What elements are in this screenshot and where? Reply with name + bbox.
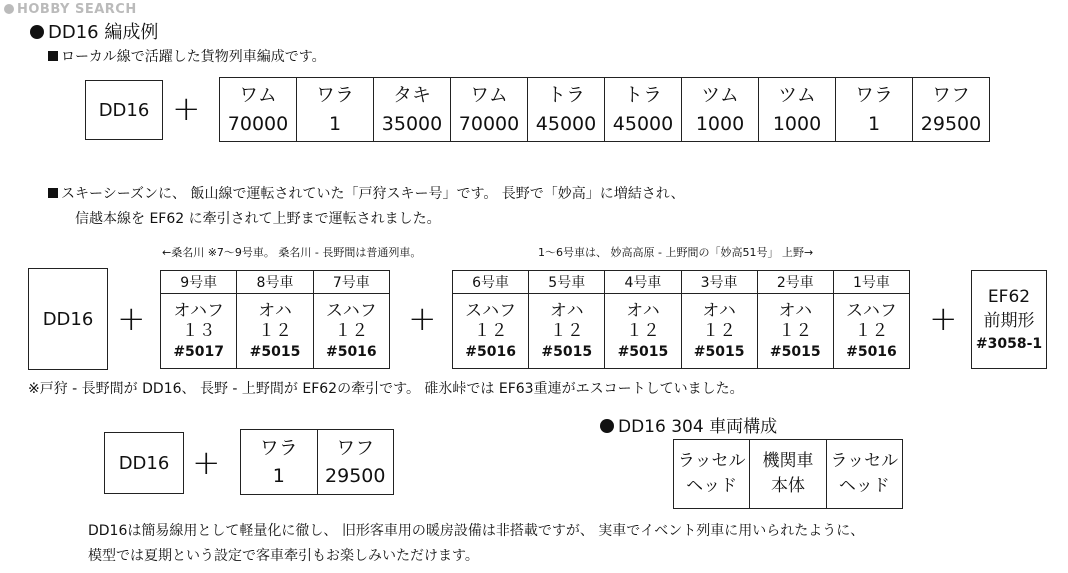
bullet-icon <box>600 419 614 433</box>
car-type: オハフ <box>173 301 224 322</box>
car-type: オハ <box>702 301 736 322</box>
passenger-car <box>681 271 757 368</box>
ef62-loco-box: EF62 前期形 #3058-1 <box>971 270 1047 369</box>
car-body <box>453 294 528 368</box>
freight-car <box>241 430 317 494</box>
passenger-car <box>604 271 680 368</box>
product-number: #5016 <box>325 343 377 360</box>
car-type: ワム <box>239 84 277 106</box>
passenger-car <box>313 271 389 368</box>
product-number: #5015 <box>249 343 301 360</box>
car-type: トラ <box>623 84 662 106</box>
car-body <box>161 294 236 368</box>
car-type: オハ <box>778 301 813 322</box>
composition-table <box>673 439 903 509</box>
section2-group-7-9 <box>160 270 390 369</box>
car-series: １２ <box>854 320 889 341</box>
part-line2: 本体 <box>770 476 805 496</box>
car-position: 3号車 <box>682 271 757 294</box>
section2-caption-line2: 信越本線を EF62 に牽引されて上野まで運転されました。 <box>75 211 441 227</box>
car-number: 1 <box>867 112 881 135</box>
freight-car <box>912 78 989 141</box>
freight-car <box>835 78 912 141</box>
freight-car <box>681 78 758 141</box>
product-number: #5015 <box>617 343 669 360</box>
section2-note: ※戸狩 - 長野間が DD16、 長野 - 上野間が EF62の牽引です。 碓氷峠では EF63重連がエスコートしていました。 <box>28 381 744 397</box>
freight-car <box>220 78 296 141</box>
car-type: スハフ <box>325 301 377 322</box>
section1-loco-box: DD16 <box>85 80 163 140</box>
car-number: 29500 <box>325 465 386 487</box>
section2-caption-line1: スキーシーズンに、 飯山線で運転されていた「戸狩スキー号」です。 長野で「妙高」に増結され、 <box>48 183 685 203</box>
car-series: １３ <box>181 320 216 341</box>
car-type: ワラ <box>315 84 354 106</box>
car-type: タキ <box>392 84 431 106</box>
footer-line2: 模型では夏期という設定で客車牽引もお楽しみいただけます。 <box>88 548 479 564</box>
section2-loco-box: DD16 <box>28 268 108 370</box>
passenger-car <box>528 271 604 368</box>
composition-part <box>826 440 902 508</box>
car-number: 35000 <box>381 112 443 135</box>
part-line1: ラッセル <box>677 450 746 471</box>
watermark <box>4 2 137 17</box>
freight-car <box>604 78 681 141</box>
car-position: 6号車 <box>453 271 528 294</box>
car-type: ツム <box>778 84 816 106</box>
passenger-car <box>833 271 909 368</box>
freight-car <box>317 430 394 494</box>
car-series: １２ <box>334 320 369 341</box>
car-type: オハ <box>258 301 292 322</box>
watermark-text: HOBBY SEARCH <box>17 2 137 17</box>
plus-sign: + <box>172 89 201 129</box>
route-note-left: ←桑名川 ※7～9号車。 桑名川 - 長野間は普通列車。 <box>162 246 422 259</box>
car-series: １２ <box>473 320 508 341</box>
product-number: #5017 <box>173 343 225 360</box>
plus-sign: + <box>192 443 221 483</box>
watermark-logo-icon <box>4 4 14 14</box>
car-number: 45000 <box>612 112 674 135</box>
car-body <box>237 294 312 368</box>
freight-car <box>527 78 604 141</box>
section3-freight-cars <box>240 429 394 495</box>
passenger-car <box>453 271 528 368</box>
product-number: #5016 <box>465 343 516 360</box>
car-position: 5号車 <box>529 271 604 294</box>
part-line1: ラッセル <box>830 450 899 471</box>
car-type: スハフ <box>845 301 897 322</box>
part-line2: ヘッド <box>838 476 890 496</box>
car-type: スハフ <box>465 301 517 322</box>
product-number: #5016 <box>846 343 897 360</box>
car-body <box>605 294 680 368</box>
car-position: 9号車 <box>161 271 236 294</box>
section1-caption: ローカル線で活躍した貨物列車編成です。 <box>48 46 326 66</box>
part-line1: 機関車 <box>762 450 814 471</box>
product-number: #5015 <box>693 343 745 360</box>
car-type: ワフ <box>336 436 375 459</box>
passenger-car <box>161 271 236 368</box>
passenger-car <box>236 271 312 368</box>
freight-car <box>450 78 527 141</box>
freight-car <box>373 78 450 141</box>
car-body <box>529 294 604 368</box>
car-type: ワフ <box>931 84 970 106</box>
car-body <box>834 294 909 368</box>
freight-car <box>296 78 373 141</box>
car-number: 1000 <box>695 112 745 135</box>
page-title <box>30 18 158 44</box>
passenger-car <box>757 271 833 368</box>
car-number: 45000 <box>535 112 597 135</box>
car-type: ワム <box>470 84 508 106</box>
car-type: オハ <box>549 301 584 322</box>
car-body <box>682 294 757 368</box>
car-series: １２ <box>778 320 813 341</box>
car-number: 29500 <box>920 112 982 135</box>
car-type: オハ <box>626 301 660 322</box>
bullet-icon <box>30 25 44 39</box>
car-series: １２ <box>702 320 737 341</box>
page-title-text: DD16 編成例 <box>48 22 159 43</box>
car-type: トラ <box>546 84 585 106</box>
freight-car <box>758 78 835 141</box>
car-number: 1 <box>272 465 285 487</box>
square-bullet-icon <box>48 188 58 198</box>
car-series: １２ <box>257 320 292 341</box>
car-position: 8号車 <box>237 271 312 294</box>
plus-sign: + <box>408 299 437 339</box>
car-number: 70000 <box>458 112 520 135</box>
car-number: 1000 <box>772 112 822 135</box>
car-series: １２ <box>625 320 660 341</box>
car-body <box>314 294 389 368</box>
composition-part <box>674 440 749 508</box>
section1-freight-cars <box>219 77 990 142</box>
footer-line1: DD16は簡易線用として軽量化に徹し、 旧形客車用の暖房設備は非搭載ですが、 実車でイベント列車に用いられたように、 <box>88 523 865 539</box>
car-body <box>758 294 833 368</box>
product-number: #5015 <box>769 343 821 360</box>
car-position: 2号車 <box>758 271 833 294</box>
car-position: 1号車 <box>834 271 909 294</box>
car-series: １２ <box>549 320 584 341</box>
product-number: #5015 <box>541 343 593 360</box>
plus-sign: + <box>929 299 958 339</box>
car-type: ワラ <box>259 436 298 459</box>
car-number: 70000 <box>227 112 289 135</box>
car-type: ツム <box>701 84 739 106</box>
section2-group-1-6 <box>452 270 910 369</box>
car-position: 4号車 <box>605 271 680 294</box>
car-position: 7号車 <box>314 271 389 294</box>
car-number: 1 <box>328 112 342 135</box>
square-bullet-icon <box>48 51 58 61</box>
section3-loco-box: DD16 <box>104 432 184 494</box>
part-line2: ヘッド <box>686 476 738 496</box>
route-note-right: 1～6号車は、 妙高高原 - 上野間の「妙高51号」 上野→ <box>538 246 814 259</box>
plus-sign: + <box>117 299 146 339</box>
composition-part <box>749 440 825 508</box>
composition-title: DD16 304 車両構成 <box>600 412 777 437</box>
car-type: ワラ <box>854 84 893 106</box>
